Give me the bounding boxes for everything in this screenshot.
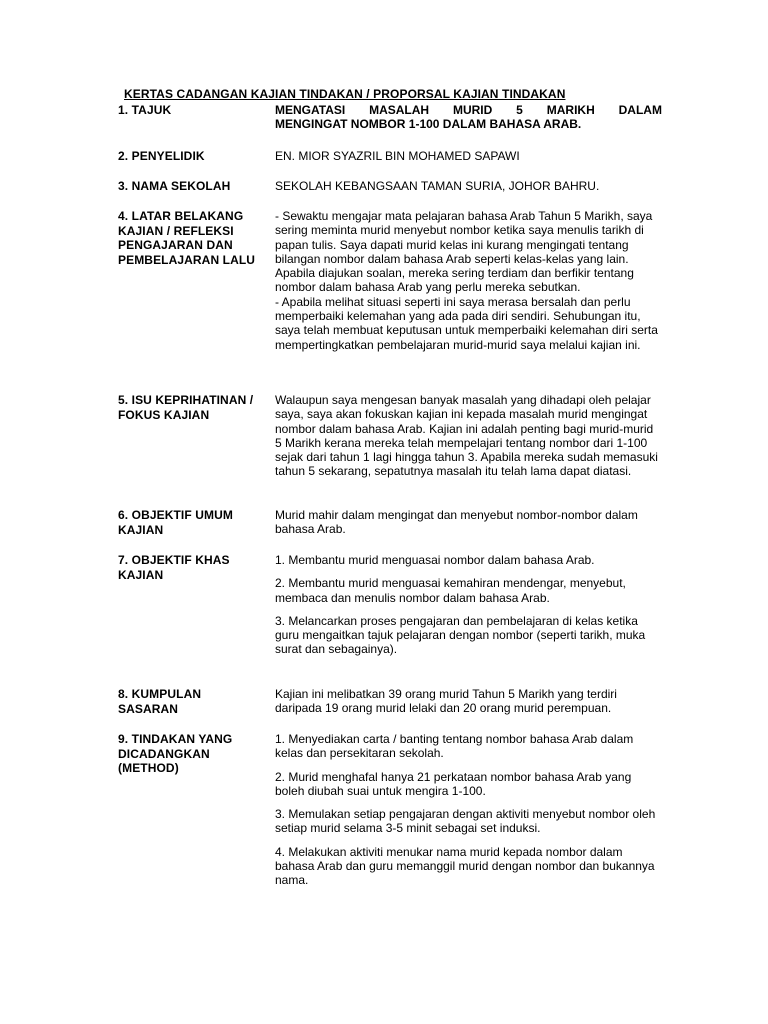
page-title: KERTAS CADANGAN KAJIAN TINDAKAN / PROPORSAL KAJIAN TINDAKAN [124,87,566,101]
section-label: 7. OBJEKTIF KHAS KAJIAN [118,553,230,582]
paragraph: Walaupun saya mengesan banyak masalah yang dihadapi oleh pelajar saya, saya akan fokuskan kajian ini kepada masalah murid mengingat nombor dalam bahasa Arab. Kajian ini adalah penting bagi murid-murid 5 Marikh kerana mereka telah mempelajari tentang nombor dari 1-100 sejak dari tahun 1 lagi hingga tahun 3. Apabila mereka sudah memasuki tahun 5 sekarang, sepatutnya masalah itu telah lama dapat diatasi. [275,393,658,479]
section-label: 2. PENYELIDIK [118,149,205,163]
section-label: 6. OBJEKTIF UMUM KAJIAN [118,508,233,537]
tajuk-line-2: MENGINGAT NOMBOR 1-100 DALAM BAHASA ARAB. [275,117,582,132]
list-item: 1. Menyediakan carta / banting tentang nombor bahasa Arab dalam kelas dan persekitaran sekolah. [275,732,634,761]
section-content [275,179,662,193]
tajuk-word: MENGATASI [275,103,346,117]
paragraph: Kajian ini melibatkan 39 orang murid Tahun 5 Marikh yang terdiri daripada 19 orang murid lelaki dan 20 orang murid perempuan. [275,687,617,716]
section-content [275,393,662,479]
list-item: 2. Murid menghafal hanya 21 perkataan nombor bahasa Arab yang boleh diubah suai untuk mengira 1-100. [275,769,632,798]
list-item: 1. Membantu murid menguasai nombor dalam bahasa Arab. [275,553,595,567]
tajuk-word: 5 [516,103,523,117]
school-name: SEKOLAH KEBANGSAAN TAMAN SURIA, JOHOR BAHRU. [275,179,600,193]
tajuk-word: MARIKH [546,103,595,117]
list-item: 2. Membantu murid menguasai kemahiran mendengar, menyebut, membaca dan menulis nombor dalam bahasa Arab. [275,576,626,605]
section-label: 8. KUMPULAN SASARAN [118,687,202,716]
section-content [275,508,662,537]
section-content [275,553,662,657]
section-content [275,209,662,352]
section-content [275,687,662,716]
list-item: 3. Melancarkan proses pengajaran dan pembelajaran di kelas ketika guru mengaitkan tajuk pelajaran dengan nombor (seperti tarikh, muka surat dan sebagainya). [275,613,646,657]
researcher-name: EN. MIOR SYAZRIL BIN MOHAMED SAPAWI [275,149,520,163]
tajuk-word: MASALAH [369,103,430,117]
paragraph: - Apabila melihat situasi seperti ini saya merasa bersalah dan perlu memperbaiki kelemahan yang ada pada diri sendiri. Sehubungan itu, saya telah membuat keputusan untuk memperbaiki kelemahan diri serta mempertingkatkan pembelajaran murid-murid saya melalui kajian ini. [275,294,658,352]
section-label: 9. TINDAKAN YANG DICADANGKAN (METHOD) [118,732,233,775]
section-label: 1. TAJUK [118,103,172,117]
section-content [275,149,662,163]
section-label: 5. ISU KEPRIHATINAN / FOKUS KAJIAN [118,393,254,422]
section-content [275,732,662,888]
list-item: 3. Memulakan setiap pengajaran dengan aktiviti menyebut nombor oleh setiap murid selama 3-5 minit sebagai set induksi. [275,807,656,836]
section-content [275,103,662,132]
section-label: 3. NAMA SEKOLAH [118,179,231,193]
list-item: 4. Melakukan aktiviti menukar nama murid kepada nombor dalam bahasa Arab dan guru memanggil murid dengan nombor dan bukannya nama. [275,844,655,888]
paragraph: Murid mahir dalam mengingat dan menyebut nombor-nombor dalam bahasa Arab. [275,508,638,537]
paragraph: - Sewaktu mengajar mata pelajaran bahasa Arab Tahun 5 Marikh, saya sering meminta murid menyebut nombor ketika saya menulis tarikh di papan tulis. Saya dapati murid kelas ini kurang mengingati tentang bilangan nombor dalam bahasa Arab seperti kelas-kelas yang lain. Apabila diajukan soalan, mereka sering terdiam dan berfikir tentang nombor dalam bahasa Arab yang perlu mereka sebutkan. [275,209,653,295]
section-label: 4. LATAR BELAKANG KAJIAN / REFLEKSI PENGAJARAN DAN PEMBELAJARAN LALU [118,209,256,267]
tajuk-word: MURID [452,103,493,117]
tajuk-line-1 [275,103,662,117]
tajuk-word: DALAM [618,103,662,117]
